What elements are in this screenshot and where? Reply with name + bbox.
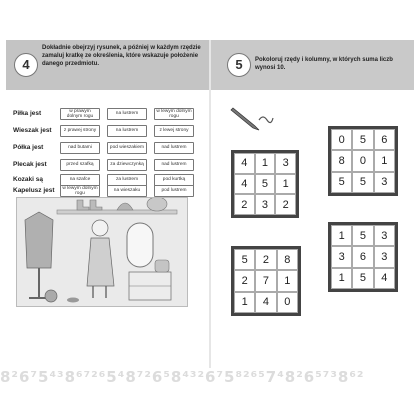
grid-cell[interactable]: 3 <box>374 172 395 193</box>
grid-cell[interactable]: 3 <box>374 246 395 267</box>
grid-cell[interactable]: 2 <box>255 249 276 270</box>
shoes <box>67 298 79 303</box>
answer-option[interactable]: pod wieszakiem <box>107 142 147 154</box>
grid-cell[interactable]: 1 <box>277 270 298 291</box>
ball <box>45 290 57 302</box>
grid-cell[interactable]: 3 <box>331 246 352 267</box>
grid-cell[interactable]: 5 <box>352 172 373 193</box>
backpack <box>147 198 167 211</box>
exercise-4-number: 4 <box>14 53 38 77</box>
grid-cell[interactable]: 3 <box>374 225 395 246</box>
grid-cell[interactable]: 8 <box>331 150 352 171</box>
grid-cell[interactable]: 5 <box>352 129 373 150</box>
boots <box>90 200 102 210</box>
hallway-drawing <box>17 198 187 306</box>
answer-option[interactable]: za dziewczynką <box>107 159 147 171</box>
grid-cell[interactable]: 2 <box>234 270 255 291</box>
grid-cell[interactable]: 4 <box>234 153 255 174</box>
grid-cell[interactable]: 4 <box>255 292 276 313</box>
grid-cell[interactable]: 0 <box>277 292 298 313</box>
hat <box>117 203 133 210</box>
pencil-icon <box>229 104 275 132</box>
row-label: Półka jest <box>13 144 44 151</box>
coat <box>25 212 53 268</box>
row-label: Kozaki są <box>13 176 43 183</box>
row-label: Wieszak jest <box>13 127 52 134</box>
grid-cell[interactable]: 5 <box>352 225 373 246</box>
row-label: Kapelusz jest <box>13 187 55 194</box>
grid-cell[interactable]: 3 <box>255 194 276 215</box>
exercise-5-page <box>211 40 414 368</box>
row-label: Piłka jest <box>13 110 42 117</box>
grid-cell[interactable]: 1 <box>275 174 296 195</box>
hallway-illustration <box>16 197 188 307</box>
answer-option[interactable]: za lustrem <box>107 174 147 186</box>
grid-cell[interactable]: 1 <box>331 268 352 289</box>
answer-option[interactable]: z prawej strony <box>60 125 100 137</box>
exercise-5-number: 5 <box>227 53 251 77</box>
boots <box>77 200 89 210</box>
answer-option[interactable]: w lewym dolnym rogu <box>60 185 100 197</box>
grid-cell[interactable]: 8 <box>277 249 298 270</box>
answer-option[interactable]: pod lustrem <box>154 185 194 197</box>
grid-cell[interactable]: 5 <box>331 172 352 193</box>
grid-cell[interactable]: 4 <box>374 268 395 289</box>
grid-cell[interactable]: 1 <box>234 292 255 313</box>
grid-cell[interactable]: 3 <box>275 153 296 174</box>
grid-cell[interactable]: 2 <box>275 194 296 215</box>
exercise-4-instruction: Dokładnie obejrzyj rysunek, a później w każdym rzędzie zamaluj kratkę ze określenia, które wskazuje położenie danego przedmiotu. <box>42 45 201 67</box>
exercise-5-instruction: Pokoloruj rzędy i kolumny, w których suma liczb wynosi 10. <box>255 57 393 71</box>
answer-option[interactable]: w prawym dolnym rogu <box>60 108 100 120</box>
grid-cell[interactable]: 6 <box>352 246 373 267</box>
answer-option[interactable]: w lewym dolnym rogu <box>154 108 194 120</box>
row-label: Plecak jest <box>13 161 47 168</box>
grid-cell[interactable]: 1 <box>331 225 352 246</box>
mirror <box>127 223 153 267</box>
grid-cell[interactable]: 7 <box>255 270 276 291</box>
answer-option[interactable]: na lustrem <box>107 125 147 137</box>
exercise-4-page <box>6 40 209 368</box>
grid-cell[interactable]: 4 <box>234 174 255 195</box>
number-grid-4 <box>328 222 398 292</box>
answer-option[interactable]: nad butami <box>60 142 100 154</box>
answer-option[interactable]: na lustrem <box>107 108 147 120</box>
answer-option[interactable]: pod kurtką <box>154 174 194 186</box>
number-grid-1 <box>231 150 299 218</box>
grid-cell[interactable]: 5 <box>234 249 255 270</box>
grid-cell[interactable]: 1 <box>255 153 276 174</box>
answer-option[interactable]: z lewej strony <box>154 125 194 137</box>
answer-option[interactable]: nad lustrem <box>154 159 194 171</box>
number-grid-3 <box>231 246 301 316</box>
answer-option[interactable]: na szafce <box>60 174 100 186</box>
grid-cell[interactable]: 1 <box>374 150 395 171</box>
decorative-digits-border: 8²6⁷5⁴³8⁶⁷²⁶5⁴8⁷²6⁵8⁴³²6⁷5⁸²⁶⁵7⁴8²6⁵⁷³8⁶² <box>0 368 365 384</box>
answer-option[interactable]: nad lustrem <box>154 142 194 154</box>
grid-cell[interactable]: 5 <box>352 268 373 289</box>
answer-option[interactable]: na wieszaku <box>107 185 147 197</box>
grid-cell[interactable]: 0 <box>352 150 373 171</box>
answer-option[interactable]: przed szafką <box>60 159 100 171</box>
girl <box>92 220 108 236</box>
grid-cell[interactable]: 2 <box>234 194 255 215</box>
bag <box>155 260 169 272</box>
grid-cell[interactable]: 0 <box>331 129 352 150</box>
grid-cell[interactable]: 5 <box>255 174 276 195</box>
grid-cell[interactable]: 6 <box>374 129 395 150</box>
number-grid-2 <box>328 126 398 196</box>
